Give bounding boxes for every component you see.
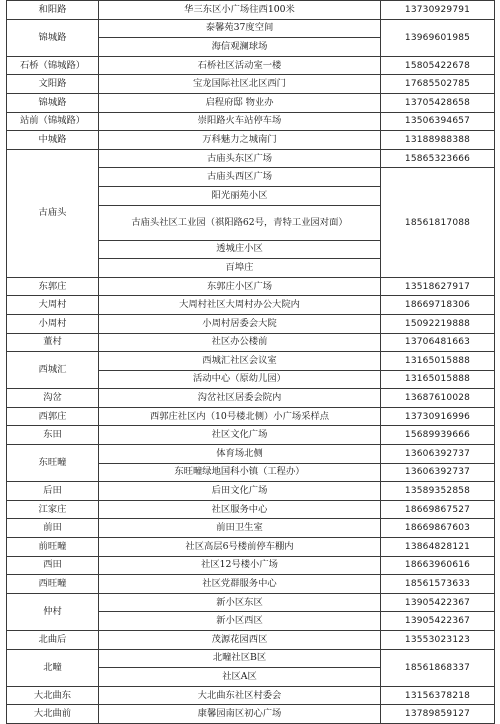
location-cell: 阳光丽苑小区	[99, 186, 381, 205]
location-cell: 古庙头东区广场	[99, 149, 381, 168]
location-cell: 活动中心（原幼儿园）	[99, 370, 381, 389]
table-row	[7, 445, 495, 464]
location-cell: 海信观澜球场	[99, 38, 381, 57]
phone-cell: 18561868337	[381, 649, 495, 686]
table-row	[7, 631, 495, 650]
table-row	[7, 482, 495, 501]
phone-cell: 18561817088	[381, 168, 495, 277]
phone-cell: 18669867527	[381, 500, 495, 519]
location-cell: 沟岔社区居委会院内	[99, 389, 381, 408]
table-row	[7, 19, 495, 38]
phone-cell: 18669867603	[381, 519, 495, 538]
table-row	[7, 705, 495, 724]
area-cell: 石桥（锦城路）	[7, 56, 99, 75]
phone-cell: 13687610028	[381, 389, 495, 408]
table-row	[7, 149, 495, 168]
location-cell: 东旺疃绿地国科小镇（工程办）	[99, 463, 381, 482]
table-row	[7, 75, 495, 94]
table-row	[7, 593, 495, 612]
location-cell: 社区文化广场	[99, 426, 381, 445]
phone-cell: 18663960616	[381, 556, 495, 575]
location-cell: 万科魅力之城南门	[99, 131, 381, 150]
area-cell: 西旺疃	[7, 575, 99, 594]
phone-cell: 15805422678	[381, 56, 495, 75]
phone-cell: 13905422367	[381, 612, 495, 631]
table-row	[7, 575, 495, 594]
area-cell: 大周村	[7, 296, 99, 315]
location-cell: 前田卫生室	[99, 519, 381, 538]
location-cell: 社区服务中心	[99, 500, 381, 519]
area-cell: 西郭庄	[7, 407, 99, 426]
location-cell: 石桥社区活动室一楼	[99, 56, 381, 75]
phone-cell: 13730929791	[381, 1, 495, 20]
table-row	[7, 389, 495, 408]
location-cell: 北疃社区B区	[99, 649, 381, 668]
location-cell: 大周村社区大周村办公大院内	[99, 296, 381, 315]
area-cell: 锦城路	[7, 93, 99, 112]
location-cell: 社区高层6号楼前停车棚内	[99, 538, 381, 557]
location-cell: 社区办公楼前	[99, 333, 381, 352]
phone-cell: 13606392737	[381, 445, 495, 464]
phone-cell: 13905422367	[381, 593, 495, 612]
location-cell: 大北曲东社区村委会	[99, 686, 381, 705]
phone-cell: 13706481663	[381, 333, 495, 352]
location-cell: 后田文化广场	[99, 482, 381, 501]
location-cell: 华三东区小广场往西100米	[99, 1, 381, 20]
table-row	[7, 296, 495, 315]
location-cell: 透城庄小区	[99, 240, 381, 259]
area-cell: 大北曲前	[7, 705, 99, 724]
location-cell: 社区A区	[99, 668, 381, 687]
table-row	[7, 686, 495, 705]
table-row	[7, 93, 495, 112]
phone-cell: 13553023123	[381, 631, 495, 650]
location-cell: 体育场北侧	[99, 445, 381, 464]
table-row	[7, 112, 495, 131]
location-cell: 西城汇社区会议室	[99, 352, 381, 371]
area-cell: 东旺疃	[7, 445, 99, 482]
location-cell: 社区12号楼小广场	[99, 556, 381, 575]
area-cell: 后田	[7, 482, 99, 501]
location-cell: 古庙头西区广场	[99, 168, 381, 187]
phone-cell: 13730916996	[381, 407, 495, 426]
phone-cell: 15865323666	[381, 149, 495, 168]
location-cell: 新小区东区	[99, 593, 381, 612]
phone-cell: 13589352858	[381, 482, 495, 501]
table-row	[7, 333, 495, 352]
phone-cell: 13518627917	[381, 277, 495, 296]
table-row	[7, 277, 495, 296]
area-cell: 东田	[7, 426, 99, 445]
phone-cell: 13705428658	[381, 93, 495, 112]
phone-cell: 18669718306	[381, 296, 495, 315]
location-cell: 茂源花园西区	[99, 631, 381, 650]
phone-cell: 13156378218	[381, 686, 495, 705]
sampling-sites-table-wrapper	[6, 0, 494, 724]
location-cell: 崇阳路火车站停车场	[99, 112, 381, 131]
area-cell: 江家庄	[7, 500, 99, 519]
phone-cell: 15092219888	[381, 314, 495, 333]
table-row	[7, 1, 495, 20]
area-cell: 前旺疃	[7, 538, 99, 557]
area-cell: 中城路	[7, 131, 99, 150]
location-cell: 新小区西区	[99, 612, 381, 631]
table-row	[7, 500, 495, 519]
phone-cell: 18561573633	[381, 575, 495, 594]
phone-cell: 17685502785	[381, 75, 495, 94]
table-row	[7, 407, 495, 426]
phone-cell: 13969601985	[381, 19, 495, 56]
table-row	[7, 352, 495, 371]
table-row	[7, 519, 495, 538]
area-cell: 锦城路	[7, 19, 99, 56]
area-cell: 北疃	[7, 649, 99, 686]
location-cell: 小周村居委会大院	[99, 314, 381, 333]
area-cell: 仲村	[7, 593, 99, 630]
location-cell: 东郭庄小区广场	[99, 277, 381, 296]
table-row	[7, 538, 495, 557]
location-cell: 康馨园南区初心广场	[99, 705, 381, 724]
area-cell: 小周村	[7, 314, 99, 333]
table-row	[7, 426, 495, 445]
area-cell: 沟岔	[7, 389, 99, 408]
phone-cell: 13188988388	[381, 131, 495, 150]
area-cell: 百埠庄	[99, 259, 381, 278]
location-cell: 西郭庄社区内（10号楼北侧）小广场采样点	[99, 407, 381, 426]
area-cell: 和阳路	[7, 1, 99, 20]
location-cell: 社区党群服务中心	[99, 575, 381, 594]
area-cell: 站前（锦城路）	[7, 112, 99, 131]
area-cell: 西田	[7, 556, 99, 575]
location-cell: 宝龙国际社区北区西门	[99, 75, 381, 94]
table-row	[7, 556, 495, 575]
location-cell: 古庙头社区工业园（祺阳路62号，青特工业园对面）	[99, 205, 381, 240]
area-cell: 西城汇	[7, 352, 99, 389]
phone-cell: 13606392737	[381, 463, 495, 482]
table-row	[7, 314, 495, 333]
area-cell: 大北曲东	[7, 686, 99, 705]
location-cell: 启程府邸 物业办	[99, 93, 381, 112]
area-cell: 古庙头	[7, 149, 99, 277]
sampling-sites-table	[6, 0, 495, 724]
area-cell: 前田	[7, 519, 99, 538]
table-row	[7, 131, 495, 150]
location-cell: 泰馨苑37度空间	[99, 19, 381, 38]
phone-cell: 13165015888	[381, 352, 495, 371]
area-cell: 东郭庄	[7, 277, 99, 296]
area-cell: 北曲后	[7, 631, 99, 650]
phone-cell: 13165015888	[381, 370, 495, 389]
table-row	[7, 56, 495, 75]
phone-cell: 13789859127	[381, 705, 495, 724]
phone-cell: 13506394657	[381, 112, 495, 131]
table-row	[7, 649, 495, 668]
area-cell: 文阳路	[7, 75, 99, 94]
phone-cell: 13864828121	[381, 538, 495, 557]
phone-cell: 15689939666	[381, 426, 495, 445]
area-cell: 董村	[7, 333, 99, 352]
